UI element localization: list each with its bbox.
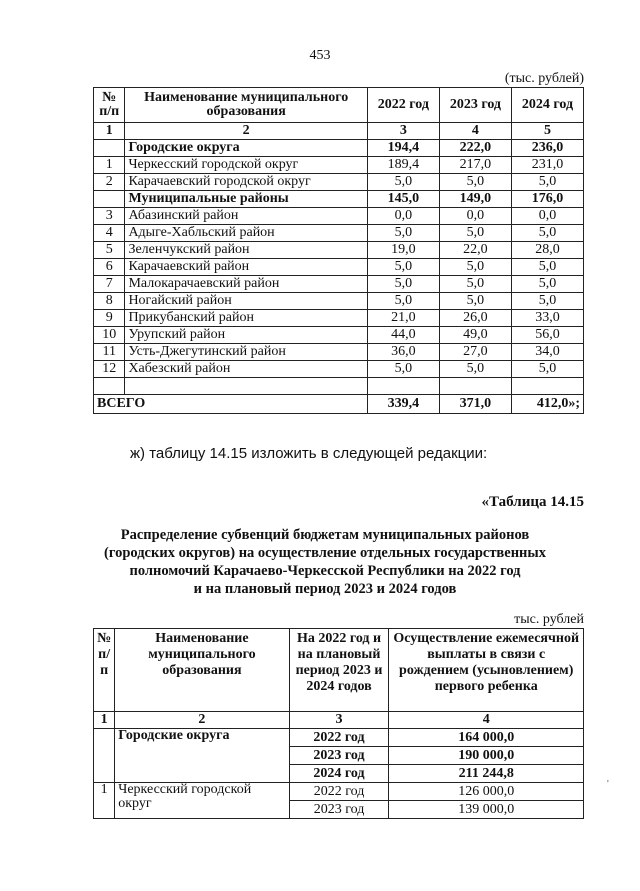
margin-mark: ' (607, 779, 609, 790)
title-line: полномочий Карачаево-Черкесской Республики на 2022 год (129, 563, 521, 579)
value-2023: 149,0 (439, 191, 511, 208)
title-line: Распределение субвенций бюджетам муниципальных районов (120, 527, 530, 543)
value-2022: 5,0 (367, 361, 439, 378)
municipality-name: Усть-Джегутинский район (125, 344, 367, 361)
municipality-name: Городские округа (115, 729, 289, 783)
table2-label: «Таблица 14.15 (481, 494, 584, 510)
municipality-name: Городские округа (125, 140, 367, 157)
value-2023: 27,0 (439, 344, 511, 361)
column-number: 4 (389, 712, 584, 729)
empty-cell (439, 378, 511, 395)
value-2022: 145,0 (367, 191, 439, 208)
municipality-name: Хабезский район (125, 361, 367, 378)
empty-cell (125, 378, 367, 395)
row-number: 11 (94, 344, 125, 361)
value-2023: 49,0 (439, 327, 511, 344)
value-2022: 44,0 (367, 327, 439, 344)
table-row (94, 140, 584, 157)
header-2023: 2023 год (439, 88, 511, 123)
value-2022: 21,0 (367, 310, 439, 327)
municipality-name: Урупский район (125, 327, 367, 344)
table-row (94, 225, 584, 242)
value-2024: 34,0 (511, 344, 583, 361)
value-2024: 5,0 (511, 361, 583, 378)
column-number: 2 (125, 123, 367, 140)
row-number: 3 (94, 208, 125, 225)
empty-cell (367, 378, 439, 395)
value-2022: 5,0 (367, 293, 439, 310)
column-number: 5 (511, 123, 583, 140)
municipality-name: Прикубанский район (125, 310, 367, 327)
header-number: № п/п (94, 88, 125, 123)
value-2023: 217,0 (439, 157, 511, 174)
row-number: 8 (94, 293, 125, 310)
value-2024: 0,0 (511, 208, 583, 225)
column-number: 4 (439, 123, 511, 140)
total-row (94, 395, 584, 414)
column-number: 1 (94, 123, 125, 140)
total-2024: 412,0»; (511, 395, 583, 414)
title-line: и на плановый период 2023 и 2024 годов (193, 581, 457, 597)
value-2023: 5,0 (439, 225, 511, 242)
table-row (94, 310, 584, 327)
value-2024: 5,0 (511, 174, 583, 191)
value-2022: 0,0 (367, 208, 439, 225)
table-row (94, 276, 584, 293)
column-number: 1 (94, 712, 115, 729)
value-2022: 189,4 (367, 157, 439, 174)
value-2023: 5,0 (439, 174, 511, 191)
year-cell: 2022 год (289, 729, 389, 747)
year-cell: 2022 год (289, 783, 389, 801)
value-2024: 33,0 (511, 310, 583, 327)
year-cell: 2023 год (289, 801, 389, 819)
page-number: 453 (309, 48, 331, 63)
header-number: № п/ п (94, 629, 115, 712)
value-2022: 5,0 (367, 259, 439, 276)
row-number (94, 191, 125, 208)
row-number: 9 (94, 310, 125, 327)
blank-row (94, 378, 584, 395)
payment-value: 190 000,0 (389, 747, 584, 765)
municipality-name: Малокарачаевский район (125, 276, 367, 293)
table-row (94, 361, 584, 378)
row-number (94, 729, 115, 783)
table-row (94, 208, 584, 225)
value-2023: 222,0 (439, 140, 511, 157)
value-2022: 5,0 (367, 174, 439, 191)
table-row (94, 174, 584, 191)
instruction-text: ж) таблицу 14.15 изложить в следующей редакции: (130, 445, 488, 462)
municipality-name: Зеленчукский район (125, 242, 367, 259)
header-period: На 2022 год и на плановый период 2023 и 2024 годов (289, 629, 389, 712)
value-2022: 19,0 (367, 242, 439, 259)
value-2023: 22,0 (439, 242, 511, 259)
year-cell: 2023 год (289, 747, 389, 765)
table1-unit: (тыс. рублей) (504, 71, 584, 86)
municipality-name: Муниципальные районы (125, 191, 367, 208)
value-2024: 5,0 (511, 276, 583, 293)
municipality-name: Черкесский городской округ (115, 783, 289, 819)
row-number (94, 140, 125, 157)
table2-title (100, 526, 550, 598)
value-2023: 5,0 (439, 361, 511, 378)
value-2022: 194,4 (367, 140, 439, 157)
value-2022: 5,0 (367, 225, 439, 242)
row-number: 10 (94, 327, 125, 344)
table-row (94, 783, 584, 801)
row-number: 4 (94, 225, 125, 242)
table-row (94, 157, 584, 174)
header-name: Наименование муниципального образования (125, 88, 367, 123)
subsidy-table-2 (93, 628, 584, 819)
value-2024: 5,0 (511, 225, 583, 242)
value-2023: 5,0 (439, 293, 511, 310)
empty-cell (511, 378, 583, 395)
value-2024: 231,0 (511, 157, 583, 174)
value-2024: 5,0 (511, 259, 583, 276)
value-2022: 36,0 (367, 344, 439, 361)
table-row (94, 242, 584, 259)
row-number: 1 (94, 783, 115, 819)
subsidy-table-1 (93, 87, 584, 414)
table-row (94, 259, 584, 276)
value-2024: 56,0 (511, 327, 583, 344)
municipality-name: Ногайский район (125, 293, 367, 310)
table-row (94, 729, 584, 747)
value-2024: 236,0 (511, 140, 583, 157)
value-2023: 26,0 (439, 310, 511, 327)
row-number: 2 (94, 174, 125, 191)
table-row (94, 327, 584, 344)
table-row (94, 344, 584, 361)
total-2022: 339,4 (367, 395, 439, 414)
row-number: 12 (94, 361, 125, 378)
payment-value: 211 244,8 (389, 765, 584, 783)
title-line: (городских округов) на осуществление отдельных государственных (104, 545, 546, 561)
column-number: 3 (367, 123, 439, 140)
payment-value: 126 000,0 (389, 783, 584, 801)
municipality-name: Абазинский район (125, 208, 367, 225)
empty-cell (94, 378, 125, 395)
value-2024: 28,0 (511, 242, 583, 259)
value-2023: 0,0 (439, 208, 511, 225)
value-2024: 5,0 (511, 293, 583, 310)
column-number: 2 (115, 712, 289, 729)
payment-value: 164 000,0 (389, 729, 584, 747)
total-label: ВСЕГО (94, 395, 368, 414)
row-number: 5 (94, 242, 125, 259)
payment-value: 139 000,0 (389, 801, 584, 819)
header-name: Наименование муниципального образования (115, 629, 289, 712)
total-2023: 371,0 (439, 395, 511, 414)
row-number: 6 (94, 259, 125, 276)
column-number: 3 (289, 712, 389, 729)
header-payment: Осуществление ежемесячной выплаты в связи с рождением (усыновлением) первого ребенка (389, 629, 584, 712)
municipality-name: Адыге-Хабльский район (125, 225, 367, 242)
header-2024: 2024 год (511, 88, 583, 123)
table-row (94, 191, 584, 208)
row-number: 1 (94, 157, 125, 174)
year-cell: 2024 год (289, 765, 389, 783)
row-number: 7 (94, 276, 125, 293)
value-2024: 176,0 (511, 191, 583, 208)
municipality-name: Карачаевский городской округ (125, 174, 367, 191)
header-2022: 2022 год (367, 88, 439, 123)
table2-unit: тыс. рублей (514, 612, 584, 627)
table-row (94, 293, 584, 310)
value-2023: 5,0 (439, 259, 511, 276)
value-2022: 5,0 (367, 276, 439, 293)
municipality-name: Черкесский городской округ (125, 157, 367, 174)
value-2023: 5,0 (439, 276, 511, 293)
municipality-name: Карачаевский район (125, 259, 367, 276)
